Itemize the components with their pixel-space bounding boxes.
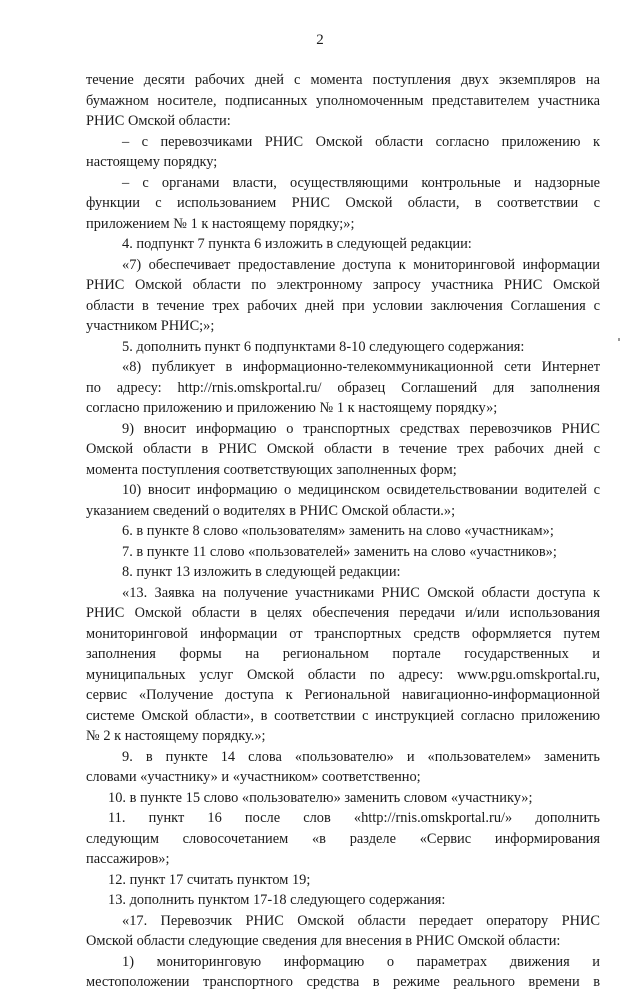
text-line: словами «участнику» и «участником» соответственно; [86, 769, 421, 785]
text-line: указанием сведений о водителях в РНИС Омской области.»; [86, 502, 456, 519]
text-line: местоположении транспортного средства в режиме реального времени в [86, 974, 600, 990]
text-line: 1) мониторинговую информацию о параметрах движения и [122, 953, 600, 970]
text-line: РНИС Омской области в целях обеспечения передачи и/или использования [86, 605, 600, 621]
text-line: – с органами власти, осуществляющими контрольные и надзорные [122, 174, 600, 191]
text-line: «7) обеспечивает предоставление доступа к мониторинговой информации [122, 256, 600, 273]
text-line: 11. пункт 16 после слов «http://rnis.omskportal.ru/» дополнить [108, 810, 600, 826]
text-line: бумажном носителе, подписанных уполномоченным представителем участника [86, 92, 600, 109]
text-line: следующим словосочетанием «в разделе «Сервис информирования [86, 830, 600, 847]
text-line: участником РНИС;»; [86, 318, 215, 334]
text-line: муниципальных услуг Омской области по адресу: www.pgu.omskportal.ru, [86, 666, 600, 683]
text-line: 9. в пункте 14 слова «пользователю» и «пользователем» заменить [122, 748, 600, 765]
text-line: 8. пункт 13 изложить в следующей редакции: [122, 564, 401, 580]
text-line: функции с использованием РНИС Омской области, в соответствии с [86, 195, 600, 211]
text-line: по адресу: http://rnis.omskportal.ru/ образец Соглашений для заполнения [86, 379, 600, 396]
text-line: Омской области в РНИС Омской области в течение трех рабочих дней с [86, 441, 600, 457]
text-line: согласно приложению и приложению № 1 к настоящему порядку»; [86, 400, 498, 416]
document-body [86, 70, 600, 993]
text-line: № 2 к настоящему порядку.»; [86, 728, 266, 744]
text-line: 5. дополнить пункт 6 подпунктами 8-10 следующего содержания: [122, 338, 525, 355]
page-number: 2 [316, 32, 324, 48]
scan-speck [618, 338, 620, 341]
text-line: сервис «Получение доступа к Региональной навигационно-информационной [86, 687, 600, 703]
text-line: 4. подпункт 7 пункта 6 изложить в следующей редакции: [122, 236, 472, 252]
text-line: мониторинговой информации от транспортных средств оформляется путем [86, 625, 600, 642]
text-line: настоящему порядку; [86, 154, 218, 170]
text-line: 7. в пункте 11 слово «пользователей» заменить на слово «участников»; [122, 543, 557, 560]
text-line: течение десяти рабочих дней с момента поступления двух экземпляров на [86, 72, 600, 88]
text-line: 10. в пункте 15 слово «пользователю» заменить словом «участнику»; [108, 789, 533, 806]
text-line: заполнения формы на региональном портале государственных и [86, 646, 600, 662]
text-line: 13. дополнить пунктом 17-18 следующего содержания: [108, 892, 446, 908]
text-line: приложением № 1 к настоящему порядку;»; [86, 215, 355, 232]
text-line: РНИС Омской области по электронному запросу участника РНИС Омской [86, 277, 600, 293]
text-line: пассажиров»; [86, 851, 170, 867]
text-line: 6. в пункте 8 слово «пользователям» заменить на слово «участникам»; [122, 523, 554, 539]
text-line: – с перевозчиками РНИС Омской области согласно приложению к [122, 133, 600, 150]
text-line: 12. пункт 17 считать пунктом 19; [108, 871, 311, 888]
text-line: Омской области следующие сведения для внесения в РНИС Омской области: [86, 933, 561, 949]
text-line: 10) вносит информацию о медицинском освидетельствовании водителей с [122, 482, 600, 498]
text-line: «8) публикует в информационно-телекоммуникационной сети Интернет [122, 359, 600, 375]
text-line: момента поступления соответствующих заполненных форм; [86, 461, 457, 478]
text-line: системе Омской области», в соответствии с инструкцией согласно приложению [86, 707, 600, 724]
text-line: «13. Заявка на получение участниками РНИС Омской области доступа к [122, 584, 600, 601]
text-line: области в течение трех рабочих дней при условии заключения Соглашения с [86, 297, 600, 314]
text-line: 9) вносит информацию о транспортных средствах перевозчиков РНИС [122, 420, 600, 437]
text-line: «17. Перевозчик РНИС Омской области передает оператору РНИС [122, 912, 600, 929]
text-line: РНИС Омской области: [86, 113, 231, 129]
